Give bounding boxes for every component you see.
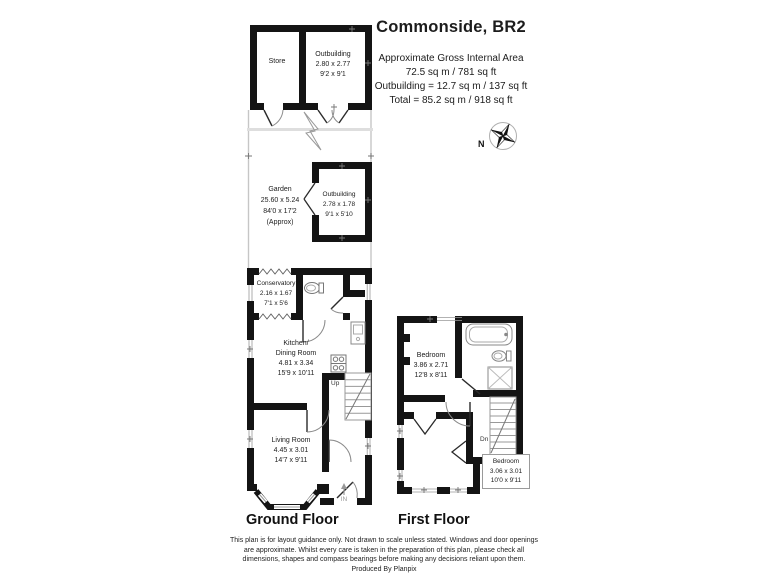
disclaimer <box>230 536 538 574</box>
disclaimer-line-4: Produced By Planpix <box>351 565 417 573</box>
ground-stairs <box>345 373 371 420</box>
room-label-outbuilding-top: Outbuilding 2.80 x 2.77 9'2 x 9'1 <box>315 51 351 78</box>
room-label-garden: Garden 25.60 x 5.24 84'0 x 17'2 (Approx) <box>260 186 300 226</box>
ground-floor-label: Ground Floor <box>246 512 339 528</box>
room-label-bedroom-back: Bedroom 3.06 x 3.01 10'0 x 9'11 <box>482 454 530 489</box>
area-line-1: Approximate Gross Internal Area <box>378 53 524 64</box>
area-line-2: 72.5 sq m / 781 sq ft <box>405 67 497 78</box>
area-line-3: Outbuilding = 12.7 sq m / 137 sq ft <box>374 81 528 92</box>
room-label-store: Store <box>268 58 286 65</box>
disclaimer-line-3: dimensions, shapes and compass bearings before making any decisions reliant upon them. <box>242 556 526 564</box>
disclaimer-line-2: are approximate. Whilst every care is taken in the preparation of this plan, please check all <box>243 546 525 554</box>
first-floor-stairs <box>490 397 516 455</box>
room-label-kitchen-dining: Kitchen/ Dining Room 4.81 x 3.34 15'9 x 10'11 <box>275 340 317 377</box>
compass-icon <box>485 118 522 155</box>
shower-icon <box>488 367 512 389</box>
room-label-conservatory: Conservatory 2.16 x 1.67 7'1 x 5'6 <box>256 280 296 307</box>
first-floor-label: First Floor <box>398 512 470 528</box>
room-label-outbuilding-garden: Outbuilding 2.78 x 1.78 9'1 x 5'10 <box>322 191 356 218</box>
room-label-living-room: Living Room 4.45 x 3.01 14'7 x 9'11 <box>271 437 311 464</box>
bathtub-icon <box>466 324 512 345</box>
kitchen-hob-icon <box>331 355 346 372</box>
area-summary <box>375 52 528 108</box>
entrance-in-label: IN <box>340 496 348 503</box>
page-title: Commonside, BR2 <box>376 18 526 36</box>
area-line-4: Total = 85.2 sq m / 918 sq ft <box>389 95 513 106</box>
stairs-dn-label: Dn <box>480 436 489 443</box>
ground-outbuilding-doors <box>264 110 348 126</box>
room-label-bedroom-front: Bedroom 3.86 x 2.71 12'8 x 8'11 <box>413 352 449 379</box>
garden-outbuilding-door <box>304 183 315 215</box>
kitchen-sink-icon <box>351 322 365 344</box>
bay-window <box>256 491 318 507</box>
ground-outbuilding-walls <box>250 25 372 110</box>
disclaimer-line-1: This plan is for layout guidance only. Not drawn to scale unless stated. Windows and door openings <box>229 537 539 544</box>
toilet-icon <box>492 351 511 361</box>
compass-north-label: N <box>478 139 485 149</box>
stairs-up-label: Up <box>331 380 340 387</box>
first-floor-fixtures <box>466 324 512 389</box>
wc-toilet-icon <box>305 283 324 294</box>
